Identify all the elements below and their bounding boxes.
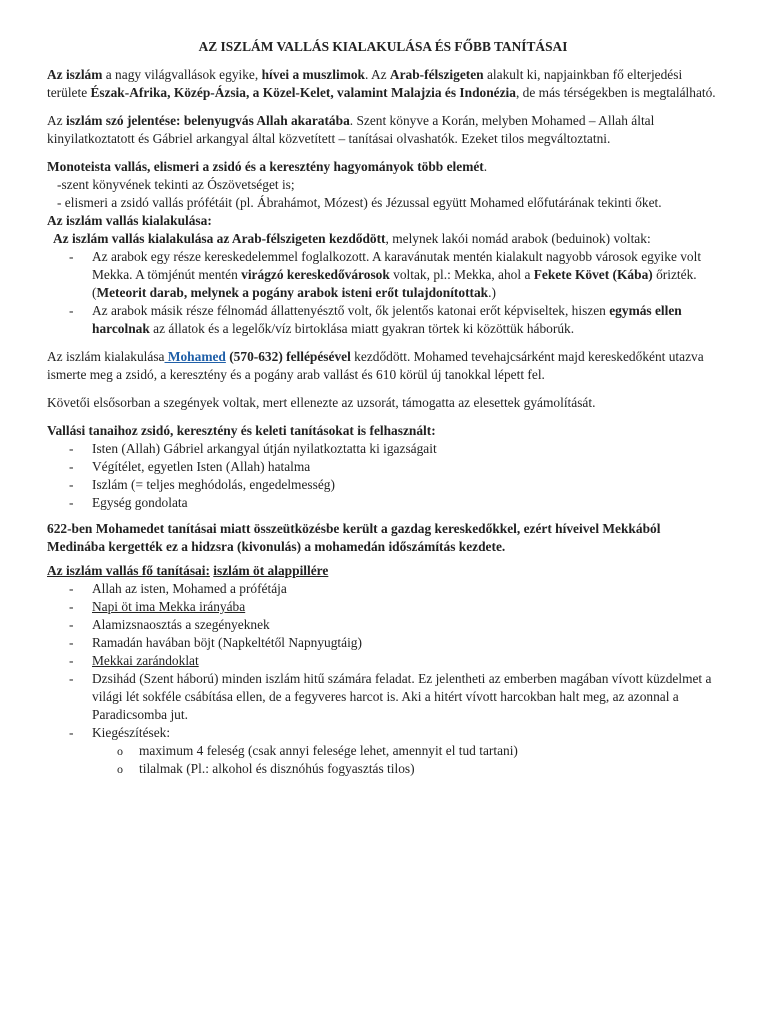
mohamed-link[interactable]: Mohamed — [164, 349, 226, 364]
list-item — [47, 598, 719, 616]
bold-text: virágzó kereskedővárosok — [241, 267, 390, 282]
bold-text: Az iszlám vallás kialakulása: — [47, 213, 212, 228]
list-item: - Ramadán havában böjt (Napkeltétől Napnyugtáig) — [47, 634, 719, 652]
text: Az arabok másik része félnomád állattenyésztő volt, ők jelentős katonai erőt képviseltek, hiszen — [92, 303, 610, 318]
origin-heading — [47, 212, 719, 230]
text: Az — [47, 113, 66, 128]
monotheism-heading — [47, 158, 719, 176]
list-item: - Alamizsnaosztás a szegényeknek — [47, 616, 719, 634]
page-title: AZ ISZLÁM VALLÁS KIALAKULÁSA ÉS FŐBB TANÍTÁSAI — [198, 39, 568, 54]
text: Az iszlám kialakulása — [47, 349, 165, 364]
bold-text: Meteorit darab, melynek a pogány arabok isteni erőt tulajdonítottak — [96, 285, 489, 300]
list-item: - Isten (Allah) Gábriel arkangyal útján nyilatkoztatta ki igazságait — [47, 440, 719, 458]
origin-list — [47, 248, 719, 338]
text: , melynek lakói nomád arabok (beduinok) voltak: — [385, 231, 651, 246]
list-item: - Egység gondolata — [47, 494, 719, 512]
list-item: - Allah az isten, Mohamed a prófétája — [47, 580, 719, 598]
teachings-list — [47, 440, 719, 512]
bold-text: hívei a muszlimok — [261, 67, 365, 82]
monotheism-line-2: - elismeri a zsidó vallás prófétáit (pl. Ábrahámot, Mózest) és Jézussal együtt Mohamed előfutárának tekinti őket. — [57, 195, 662, 210]
list-item: - Dzsihád (Szent háború) minden iszlám hitű számára feladat. Ez jelentheti az emberben magában vívott küzdelmet a világi lét sokféle csábítása ellen, de a fegyveres harcot is. Aki a hitért vívott harcokban halt meg, az azonnal a Paradicsomba jut. — [47, 670, 719, 724]
pillars-heading — [47, 562, 719, 580]
underlined-text: Napi öt ima Mekka irányába — [92, 599, 246, 614]
bold-text: iszlám öt alappillére — [213, 563, 329, 578]
text: kezdődött. Mohamed tevehajcsárként majd kereskedőként utazva ismerte meg a zsidó, a keresztény és a pogány arab vallást és 610 körül új tanokkal lépett fel. — [47, 349, 704, 382]
bold-text: Fekete Követ (Kába) — [533, 267, 653, 282]
text: alakult ki, napjainkban fő elterjedési területe — [47, 67, 683, 100]
text: Kiegészítések: — [92, 725, 171, 740]
bold-text: Monoteista vallás, elismeri a zsidó és a keresztény hagyományok több elemét — [47, 159, 484, 174]
bold-text: 622-ben Mohamedet tanításai miatt összeütközésbe került a gazdag kereskedőkkel, ezért híveivel Mekkából Medinába kergették ez a hidzsra (kivonulás) a mohamedán időszámítás kezdete. — [47, 521, 661, 554]
bold-text: egymás ellen harcolnak — [92, 303, 682, 336]
pillars-list — [47, 580, 719, 778]
text: . — [483, 159, 488, 174]
list-item — [47, 724, 719, 778]
mohamed-paragraph — [47, 348, 719, 384]
bold-text: Az iszlám vallás kialakulása az Arab-félszigeten kezdődött — [53, 231, 386, 246]
bold-text: Észak-Afrika, Közép-Ázsia, a Közel-Kelet, valamint Malajzia és Indonézia — [90, 85, 516, 100]
text: őrizték. ( — [92, 267, 697, 300]
text: Az arabok egy része kereskedelemmel foglalkozott. A karavánutak mentén kialakult nagyobb városok egyike volt Mekka. A tömjénút mentén — [92, 249, 702, 282]
text: . Az — [365, 67, 390, 82]
document-body — [47, 38, 719, 778]
text: , de más térségekben is megtalálható. — [515, 85, 716, 100]
bold-text: Arab-félszigeten — [389, 67, 484, 82]
text: .) — [488, 285, 496, 300]
followers-paragraph: Követői elsősorban a szegények voltak, mert ellenezte az uzsorát, támogatta az elesettek gyámolítását. — [47, 395, 596, 410]
list-item: - Iszlám (= teljes meghódolás, engedelmesség) — [47, 476, 719, 494]
teachings-heading — [47, 422, 719, 440]
text: az állatok és a legelők/víz birtoklása miatt gyakran törtek ki közöttük háborúk. — [149, 321, 575, 336]
underlined-text: Mekkai zarándoklat — [92, 653, 199, 668]
text: a nagy világvallások egyike, — [102, 67, 262, 82]
sub-list-item: o maximum 4 feleség (csak annyi felesége lehet, amennyit el tud tartani) — [47, 742, 719, 760]
bold-text: Vallási tanaihoz zsidó, keresztény és keleti tanításokat is felhasznált: — [47, 423, 436, 438]
meaning-paragraph — [47, 112, 719, 148]
list-item — [47, 248, 719, 302]
list-item — [47, 652, 719, 670]
hijra-paragraph — [47, 520, 719, 556]
origin-paragraph — [47, 230, 719, 248]
monotheism-line-1: -szent könyvének tekinti az Ószövetséget is; — [57, 177, 295, 192]
bold-text: Az iszlám — [47, 67, 103, 82]
list-item — [47, 302, 719, 338]
text: . Szent könyve a Korán, melyben Mohamed – Allah által kinyilatkoztatott és Gábriel arkangyal által közvetített – tanításai olvashatók. Ezeket tilos megváltoztatni. — [47, 113, 655, 146]
list-item: - Végítélet, egyetlen Isten (Allah) hatalma — [47, 458, 719, 476]
bold-text: iszlám szó jelentése: belenyugvás Allah akaratába — [65, 113, 350, 128]
supplements-list — [47, 742, 719, 778]
sub-list-item: o tilalmak (Pl.: alkohol és disznóhús fogyasztás tilos) — [47, 760, 719, 778]
text: voltak, pl.: Mekka, ahol a — [389, 267, 534, 282]
bold-text: Az iszlám vallás fő tanításai: — [47, 563, 210, 578]
intro-paragraph — [47, 66, 719, 102]
bold-text: (570-632) fellépésével — [225, 349, 351, 364]
